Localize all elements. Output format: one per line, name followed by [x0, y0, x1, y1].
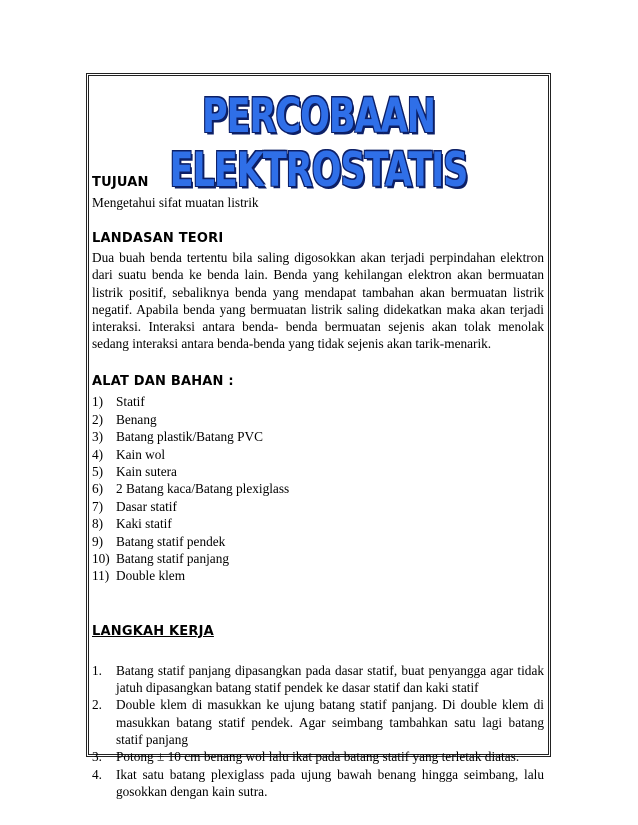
teori-body: Dua buah benda tertentu bila saling digosokkan akan terjadi perpindahan elektron dari suatu benda ke benda lain. Benda yang kehilangan elektron akan bermuatan listrik positif, sebaliknya benda yang mendapat tambahan akan bermuatan listrik negatif. Apabila benda yang bermuatan listrik saling didekatkan maka akan terjadi interaksi. Interaksi antara benda- benda bermuatan sejenis akan tolak menolak sedang interaksi antara benda-benda yang tidak sejenis akan tarik-menarik. [92, 250, 544, 352]
list-item: 8) Kaki statif [92, 516, 172, 532]
list-item: 4) Kain wol [92, 446, 166, 462]
step-item: 2. Double klem di masukkan ke ujung batang statif panjang. Di double klem di masukkan batang statif pendek. Agar seimbang tambahkan satu lagi batang statif panjang [92, 697, 544, 748]
step-item: 4. Ikat satu batang plexiglass pada ujung bawah benang hingga seimbang, lalu gosokkan dengan kain sutra. [92, 766, 544, 799]
alat-heading: ALAT DAN BAHAN : [92, 374, 234, 390]
document-content [92, 174, 544, 800]
list-item: 7) Dasar statif [92, 498, 177, 514]
list-item: 10) Batang statif panjang [92, 551, 229, 567]
langkah-heading: LANGKAH KERJA [92, 623, 214, 639]
list-item: 6) 2 Batang kaca/Batang plexiglass [92, 481, 290, 497]
list-item: 3) Batang plastik/Batang PVC [92, 429, 263, 445]
teori-heading: LANDASAN TEORI [92, 231, 224, 247]
step-item: 1. Batang statif panjang dipasangkan pada dasar statif, buat penyangga agar tidak jatuh dipasangkan batang statif pendek ke dasar statif dan kaki statif [92, 662, 544, 696]
list-item: 11) Double klem [92, 568, 186, 584]
list-item: 1) Statif [92, 394, 145, 410]
list-item: 5) Kain sutera [92, 464, 177, 480]
step-item: 3. Potong ± 10 cm benang wol lalu ikat pada batang statif yang terletak diatas. [92, 749, 520, 765]
list-item: 9) Batang statif pendek [92, 533, 226, 549]
list-item: 2) Benang [92, 411, 157, 427]
langkah-list [92, 662, 544, 800]
tujuan-heading: TUJUAN [92, 175, 149, 190]
document-title: PERCOBAAN ELEKTROSTATIS [169, 90, 468, 198]
alat-list [92, 393, 544, 584]
tujuan-body: Mengetahui sifat muatan listrik [92, 195, 259, 210]
